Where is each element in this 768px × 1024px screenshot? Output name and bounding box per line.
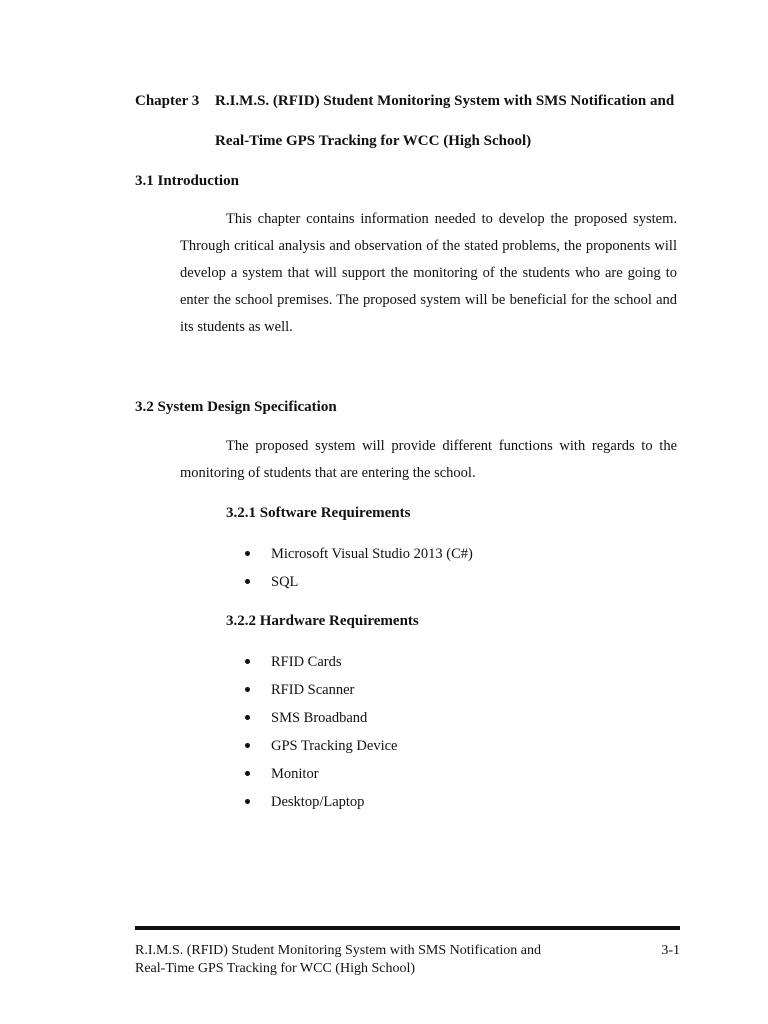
bullet-icon [245, 659, 250, 664]
chapter-label: Chapter 3 [135, 93, 200, 109]
subsection-heading-hardware: 3.2.2 Hardware Requirements [226, 613, 419, 629]
footer-title-line2: Real-Time GPS Tracking for WCC (High School) [135, 961, 416, 976]
list-item: RFID Scanner [242, 676, 397, 704]
bullet-icon [245, 687, 250, 692]
list-item: Desktop/Laptop [242, 788, 397, 816]
list-item: Microsoft Visual Studio 2013 (C#) [242, 540, 473, 568]
list-item: RFID Cards [242, 648, 397, 676]
system-design-paragraph [180, 433, 677, 487]
system-design-paragraph-text: The proposed system will provide different functions with regards to the monitoring of students that are entering the school. [180, 438, 677, 481]
list-item: SQL [242, 568, 473, 596]
introduction-paragraph-text: This chapter contains information needed to develop the proposed system. Through critical analysis and observation of the stated problems, the proponents will develop a system that will support the monitoring of the students who are going to enter the school premises. The proposed system will be beneficial for the school and its students as well. [180, 211, 677, 335]
introduction-paragraph [180, 206, 677, 341]
subsection-heading-software: 3.2.1 Software Requirements [226, 505, 411, 521]
chapter-title-line2: Real-Time GPS Tracking for WCC (High School) [215, 133, 532, 149]
bullet-icon [245, 743, 250, 748]
list-item: SMS Broadband [242, 704, 397, 732]
footer-divider [135, 926, 680, 930]
footer-title-line1: R.I.M.S. (RFID) Student Monitoring System with SMS Notification and [135, 943, 542, 958]
hardware-requirements-list [242, 648, 397, 816]
software-requirements-list [242, 540, 473, 596]
bullet-icon [245, 579, 250, 584]
bullet-icon [245, 799, 250, 804]
bullet-icon [245, 551, 250, 556]
section-heading-system-design: 3.2 System Design Specification [135, 399, 337, 415]
bullet-icon [245, 715, 250, 720]
list-item: GPS Tracking Device [242, 732, 397, 760]
list-item: Monitor [242, 760, 397, 788]
bullet-icon [245, 771, 250, 776]
page-number: 3-1 [661, 943, 680, 958]
page-footer [135, 942, 680, 978]
chapter-title-line1: R.I.M.S. (RFID) Student Monitoring System with SMS Notification and [215, 93, 675, 109]
section-heading-introduction: 3.1 Introduction [135, 173, 239, 189]
